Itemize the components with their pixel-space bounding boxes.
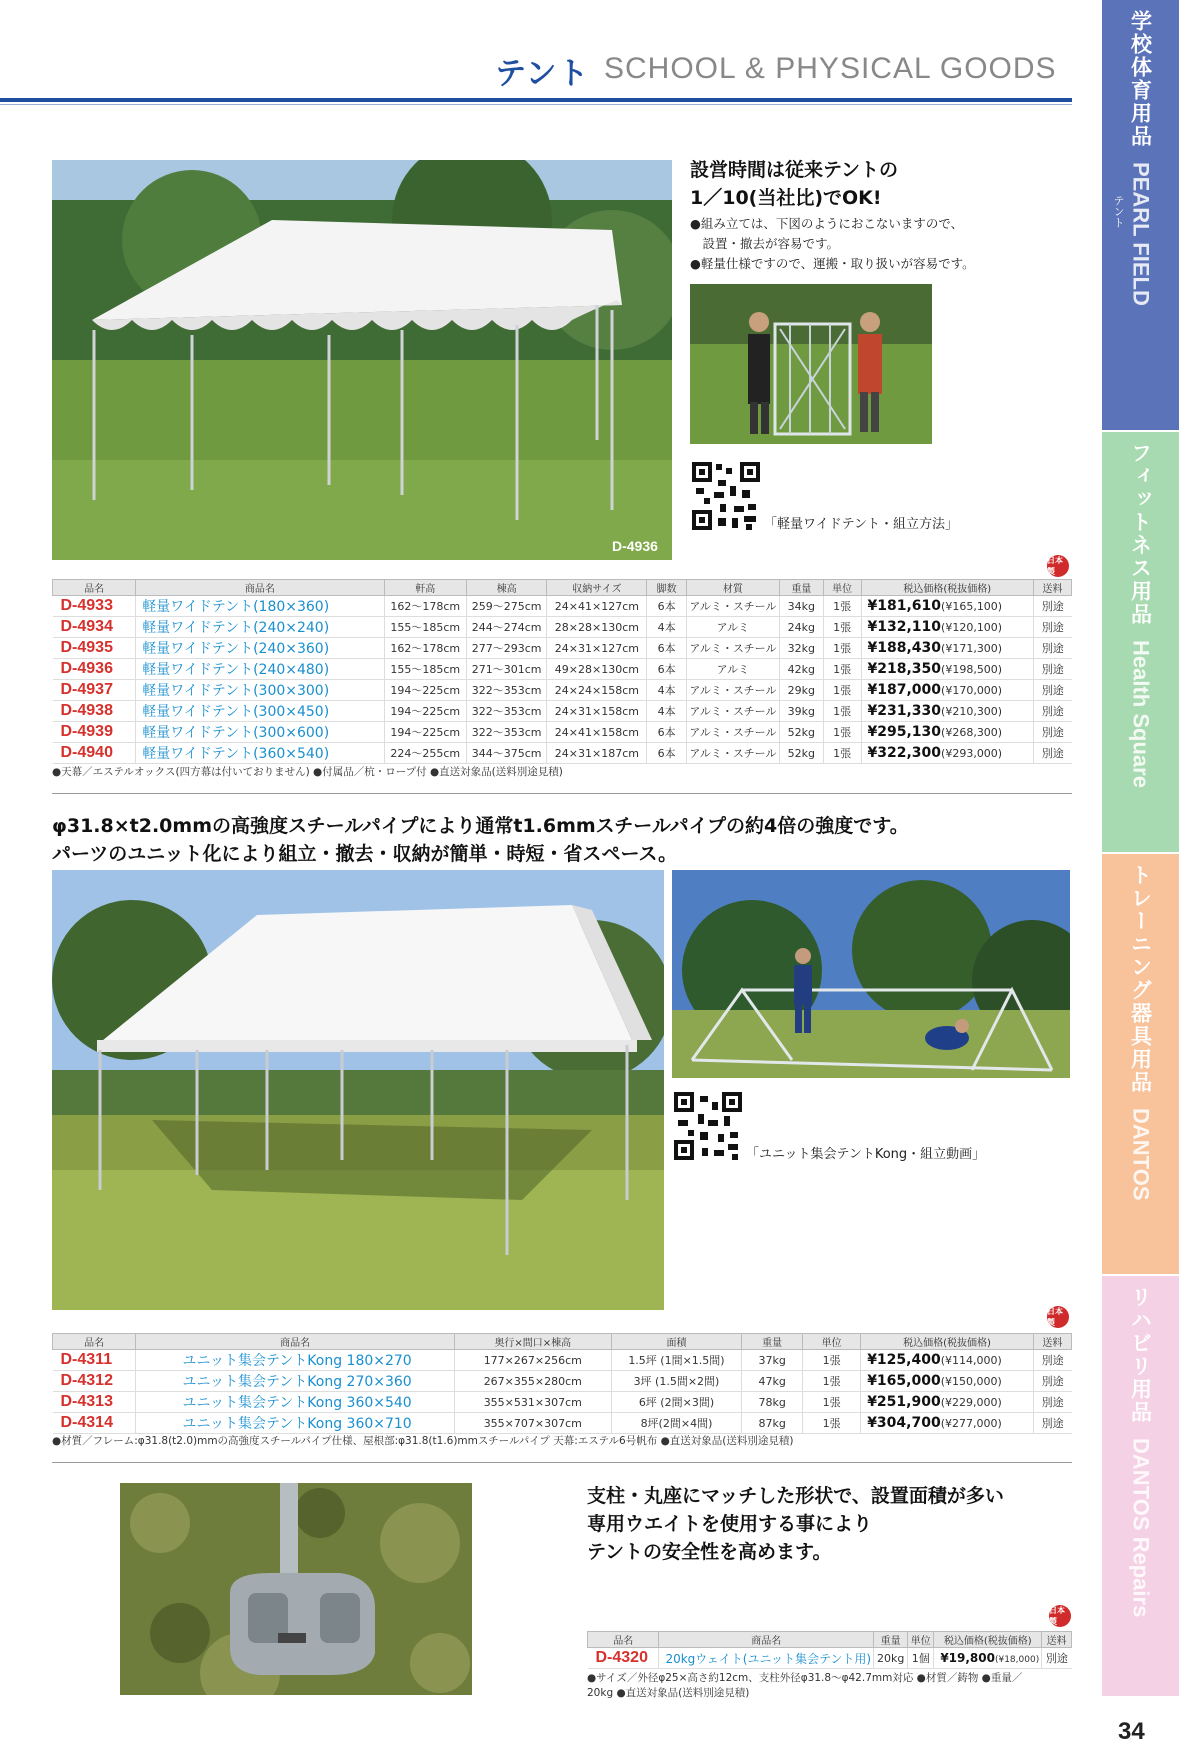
- unit: 1張: [823, 743, 861, 764]
- area: 3坪 (1.5間×2間): [611, 1371, 742, 1392]
- shipping: 別途: [1033, 659, 1071, 680]
- price-incl: ¥188,430: [867, 640, 942, 656]
- price: [861, 596, 1033, 617]
- shipping: 別途: [1033, 1392, 1071, 1413]
- note-line-2: 20kg ●直送対象品(送料別途見積): [587, 1687, 750, 1699]
- dimensions: 177×267×256cm: [454, 1350, 611, 1371]
- col-unit: 単位: [823, 580, 861, 596]
- shipping: 別途: [1033, 1413, 1071, 1434]
- product-name[interactable]: 軽量ワイドテント(300×300): [136, 680, 384, 701]
- col-code: 品名: [53, 1334, 136, 1350]
- unit: 1張: [823, 638, 861, 659]
- price: [861, 1413, 1034, 1434]
- spec-table-header: [53, 1334, 1072, 1350]
- product-code: D-4320: [588, 1648, 659, 1669]
- ridge-height: 259～275cm: [466, 596, 546, 617]
- col-price: 税込価格(税抜価格): [934, 1632, 1042, 1648]
- product-code: D-4940: [53, 743, 136, 764]
- ridge-height: 244～274cm: [466, 617, 546, 638]
- assembly-photo: [690, 284, 932, 444]
- storage-size: 49×28×130cm: [547, 659, 647, 680]
- tab-fitness[interactable]: [1102, 432, 1179, 852]
- price-excl: (¥229,000): [940, 1396, 1002, 1409]
- storage-size: 24×31×127cm: [547, 638, 647, 659]
- section3-catch: [587, 1482, 1004, 1566]
- price-excl: (¥120,100): [941, 621, 1003, 634]
- price-incl: ¥19,800: [940, 1651, 995, 1665]
- bullet-2: 設置・撤去が容易です。: [690, 236, 840, 251]
- product-code: D-4938: [53, 701, 136, 722]
- section2-headline: [52, 812, 909, 868]
- col-name: 商品名: [659, 1632, 874, 1648]
- made-in-japan-badge-1: 日本製: [1047, 555, 1069, 577]
- shipping: 別途: [1033, 1350, 1071, 1371]
- col-price: 税込価格(税抜価格): [861, 1334, 1034, 1350]
- col-price: 税込価格(税抜価格): [861, 580, 1033, 596]
- product-name[interactable]: 軽量ワイドテント(240×480): [136, 659, 384, 680]
- weight: 24kg: [779, 617, 823, 638]
- tent-photo-d4936: [52, 160, 672, 560]
- qr-caption-assembly[interactable]: 「軽量ワイドテント・組立方法」: [764, 517, 958, 532]
- ridge-height: 322～353cm: [466, 701, 546, 722]
- unit: 1張: [823, 722, 861, 743]
- dimensions: 355×707×307cm: [454, 1413, 611, 1434]
- tab-rehab-brand: DANTOS Repairs: [1128, 1438, 1154, 1618]
- table-row: [53, 617, 1072, 638]
- unit: 1張: [803, 1350, 861, 1371]
- tab-fitness-brand: Health Square: [1128, 640, 1154, 788]
- col-name: 商品名: [136, 580, 384, 596]
- price-excl: (¥198,500): [941, 663, 1003, 676]
- price-incl: ¥231,330: [867, 703, 942, 719]
- qr-code-kong[interactable]: [672, 1090, 744, 1162]
- area: 6坪 (2間×3間): [611, 1392, 742, 1413]
- price: [934, 1648, 1042, 1669]
- product-name[interactable]: 軽量ワイドテント(300×450): [136, 701, 384, 722]
- col-weight: 重量: [779, 580, 823, 596]
- price-excl: (¥293,000): [941, 747, 1003, 760]
- eave-height: 162～178cm: [384, 596, 466, 617]
- shipping: 別途: [1033, 722, 1071, 743]
- catch-line-2: 専用ウエイトを使用する事により: [587, 1513, 873, 1535]
- price-incl: ¥251,900: [867, 1394, 941, 1410]
- shipping: 別途: [1033, 701, 1071, 722]
- ridge-height: 344～375cm: [466, 743, 546, 764]
- col-area: 面積: [611, 1334, 742, 1350]
- weight: 42kg: [779, 659, 823, 680]
- price-excl: (¥165,100): [941, 600, 1003, 613]
- col-code: 品名: [53, 580, 136, 596]
- unit: 1張: [823, 596, 861, 617]
- catch-line-1: 支柱・丸座にマッチした形状で、設置面積が多い: [587, 1485, 1004, 1507]
- price: [861, 701, 1033, 722]
- product-code: D-4313: [53, 1392, 136, 1413]
- header-rule-thin: [0, 104, 1072, 105]
- table-row: [53, 638, 1072, 659]
- eave-height: 162～178cm: [384, 638, 466, 659]
- eave-height: 155～185cm: [384, 617, 466, 638]
- price-excl: (¥171,300): [941, 642, 1003, 655]
- price: [861, 617, 1033, 638]
- product-code: D-4934: [53, 617, 136, 638]
- eave-height: 224～255cm: [384, 743, 466, 764]
- tab-fitness-label: フィットネス用品: [1128, 442, 1153, 626]
- price: [861, 722, 1033, 743]
- page-title-jp: テント: [495, 56, 590, 92]
- table-row: [53, 680, 1072, 701]
- spec-table-wide-tent: [52, 579, 1072, 764]
- price: [861, 638, 1033, 659]
- material: アルミ: [686, 617, 779, 638]
- section1-note: ●天幕／エステルオックス(四方幕は付いておりません) ●付属品／杭・ロープ付 ●直送対象品(送料別途見積): [52, 766, 563, 778]
- col-name: 商品名: [136, 1334, 455, 1350]
- leg-count: 6本: [647, 659, 687, 680]
- storage-size: 24×24×158cm: [547, 680, 647, 701]
- col-legs: 脚数: [647, 580, 687, 596]
- price-incl: ¥295,130: [867, 724, 942, 740]
- unit: 1張: [823, 617, 861, 638]
- spec-table-weight: [587, 1631, 1072, 1669]
- storage-size: 24×31×158cm: [547, 701, 647, 722]
- price-incl: ¥132,110: [867, 619, 942, 635]
- made-in-japan-badge-3: 日本製: [1049, 1605, 1071, 1627]
- product-name[interactable]: ユニット集会テントKong 270×360: [136, 1371, 455, 1392]
- shipping: 別途: [1033, 638, 1071, 659]
- tab-school[interactable]: [1102, 0, 1179, 430]
- price: [861, 1392, 1034, 1413]
- product-code: D-4935: [53, 638, 136, 659]
- leg-count: 6本: [647, 743, 687, 764]
- storage-size: 28×28×130cm: [547, 617, 647, 638]
- col-storage: 収納サイズ: [547, 580, 647, 596]
- col-material: 材質: [686, 580, 779, 596]
- price-excl: (¥210,300): [941, 705, 1003, 718]
- weight: 87kg: [742, 1413, 803, 1434]
- unit: 1張: [803, 1371, 861, 1392]
- unit: 1張: [823, 680, 861, 701]
- section3-note: [587, 1671, 1022, 1701]
- weight: 20kg: [874, 1648, 908, 1669]
- eave-height: 194～225cm: [384, 680, 466, 701]
- unit: 1張: [823, 701, 861, 722]
- tab-rehab-label: リハビリ用品: [1128, 1286, 1153, 1424]
- col-shipping: 送料: [1033, 1334, 1071, 1350]
- shipping: 別途: [1033, 743, 1071, 764]
- ridge-height: 322～353cm: [466, 680, 546, 701]
- col-ridge: 棟高: [466, 580, 546, 596]
- tab-school-sub: テント: [1112, 195, 1125, 228]
- leg-count: 4本: [647, 701, 687, 722]
- table-row: [53, 743, 1072, 764]
- shipping: 別途: [1033, 596, 1071, 617]
- price-excl: (¥277,000): [940, 1417, 1002, 1430]
- tab-school-label: 学校体育用品: [1128, 10, 1153, 148]
- unit: 1張: [803, 1413, 861, 1434]
- section-divider-1: [52, 793, 1072, 794]
- leg-count: 6本: [647, 638, 687, 659]
- col-code: 品名: [588, 1632, 659, 1648]
- product-name[interactable]: ユニット集会テントKong 360×710: [136, 1413, 455, 1434]
- tab-training-brand: DANTOS: [1128, 1108, 1154, 1201]
- leg-count: 6本: [647, 596, 687, 617]
- col-dimensions: 奥行×間口×棟高: [454, 1334, 611, 1350]
- col-unit: 単位: [803, 1334, 861, 1350]
- price-excl: (¥150,000): [940, 1375, 1002, 1388]
- header-rule: [0, 98, 1072, 102]
- product-name[interactable]: ユニット集会テントKong 360×540: [136, 1392, 455, 1413]
- product-code: D-4312: [53, 1371, 136, 1392]
- headline-line-2: パーツのユニット化により組立・撤去・収納が簡単・時短・省スペース。: [52, 843, 678, 865]
- price: [861, 680, 1033, 701]
- storage-size: 24×41×127cm: [547, 596, 647, 617]
- material: アルミ・スチール: [686, 722, 779, 743]
- table-row: [53, 659, 1072, 680]
- product-code: D-4314: [53, 1413, 136, 1434]
- page-title-en: SCHOOL & PHYSICAL GOODS: [604, 52, 1057, 85]
- shipping: 別途: [1033, 617, 1071, 638]
- weight: 37kg: [742, 1350, 803, 1371]
- weight: 78kg: [742, 1392, 803, 1413]
- qr-code-assembly[interactable]: [690, 460, 762, 532]
- eave-height: 194～225cm: [384, 701, 466, 722]
- spec-table-header: [588, 1632, 1072, 1648]
- price-excl: (¥268,300): [941, 726, 1003, 739]
- storage-size: 24×41×158cm: [547, 722, 647, 743]
- storage-size: 24×31×187cm: [547, 743, 647, 764]
- shipping: 別途: [1042, 1648, 1072, 1669]
- unit: 1張: [803, 1392, 861, 1413]
- material: アルミ・スチール: [686, 701, 779, 722]
- ridge-height: 277～293cm: [466, 638, 546, 659]
- product-code: D-4939: [53, 722, 136, 743]
- kong-tent-photo: [52, 870, 664, 1310]
- bullet-3: ●軽量仕様ですので、運搬・取り扱いが容易です。: [690, 256, 975, 271]
- catch-line-3: テントの安全性を高めます。: [587, 1541, 832, 1563]
- kong-assembly-photo: [672, 870, 1070, 1078]
- product-code: D-4937: [53, 680, 136, 701]
- photo-label: D-4936: [612, 538, 658, 554]
- weight: 47kg: [742, 1371, 803, 1392]
- product-code: D-4933: [53, 596, 136, 617]
- material: アルミ・スチール: [686, 743, 779, 764]
- table-row: [588, 1648, 1072, 1669]
- leg-count: 4本: [647, 680, 687, 701]
- weight: 29kg: [779, 680, 823, 701]
- dimensions: 267×355×280cm: [454, 1371, 611, 1392]
- catch-line-1: 設営時間は従来テントの: [690, 159, 899, 181]
- price: [861, 743, 1033, 764]
- price-incl: ¥125,400: [867, 1352, 941, 1368]
- tab-training[interactable]: [1102, 854, 1179, 1274]
- product-name[interactable]: 軽量ワイドテント(240×360): [136, 638, 384, 659]
- table-row: [53, 1350, 1072, 1371]
- weight-photo: [120, 1483, 472, 1695]
- price-incl: ¥187,000: [867, 682, 942, 698]
- ridge-height: 322～353cm: [466, 722, 546, 743]
- spec-table-header: [53, 580, 1072, 596]
- weight: 34kg: [779, 596, 823, 617]
- price-incl: ¥181,610: [867, 598, 942, 614]
- weight: 52kg: [779, 743, 823, 764]
- col-weight: 重量: [742, 1334, 803, 1350]
- tab-rehab[interactable]: [1102, 1276, 1179, 1696]
- qr-caption-kong[interactable]: 「ユニット集会テントKong・組立動画」: [746, 1147, 986, 1162]
- price-excl: (¥114,000): [940, 1354, 1002, 1367]
- dimensions: 355×531×307cm: [454, 1392, 611, 1413]
- table-row: [53, 722, 1072, 743]
- area: 1.5坪 (1間×1.5間): [611, 1350, 742, 1371]
- product-code: D-4936: [53, 659, 136, 680]
- made-in-japan-badge-2: 日本製: [1047, 1306, 1069, 1328]
- material: アルミ: [686, 659, 779, 680]
- eave-height: 155～185cm: [384, 659, 466, 680]
- price-incl: ¥218,350: [867, 661, 942, 677]
- col-shipping: 送料: [1042, 1632, 1072, 1648]
- area: 8坪(2間×4間): [611, 1413, 742, 1434]
- page-number: 34: [1118, 1718, 1145, 1745]
- note-line-1: ●サイズ／外径φ25×高さ約12cm、支柱外径φ31.8～φ42.7mm対応 ●材質／鋳物 ●重量／: [587, 1672, 1023, 1684]
- material: アルミ・スチール: [686, 596, 779, 617]
- tab-training-label: トレーニング器具用品: [1128, 864, 1153, 1094]
- table-row: [53, 1392, 1072, 1413]
- section1-bullets: [690, 214, 975, 274]
- unit: 1個: [908, 1648, 934, 1669]
- price: [861, 1371, 1034, 1392]
- catch-line-2: 1／10(当社比)でOK!: [690, 187, 882, 209]
- section-divider-2: [52, 1462, 1072, 1463]
- price-excl: (¥170,000): [941, 684, 1003, 697]
- col-shipping: 送料: [1033, 580, 1071, 596]
- table-row: [53, 1371, 1072, 1392]
- product-name[interactable]: 軽量ワイドテント(300×600): [136, 722, 384, 743]
- col-eave: 軒高: [384, 580, 466, 596]
- eave-height: 194～225cm: [384, 722, 466, 743]
- weight: 32kg: [779, 638, 823, 659]
- leg-count: 6本: [647, 722, 687, 743]
- col-weight: 重量: [874, 1632, 908, 1648]
- unit: 1張: [823, 659, 861, 680]
- product-name[interactable]: 軽量ワイドテント(240×240): [136, 617, 384, 638]
- leg-count: 4本: [647, 617, 687, 638]
- headline-line-1: φ31.8×t2.0mmの高強度スチールパイプにより通常t1.6mmスチールパイプの約4倍の強度です。: [52, 815, 909, 837]
- material: アルミ・スチール: [686, 680, 779, 701]
- product-name[interactable]: 軽量ワイドテント(180×360): [136, 596, 384, 617]
- shipping: 別途: [1033, 680, 1071, 701]
- material: アルミ・スチール: [686, 638, 779, 659]
- section2-note: ●材質／フレーム:φ31.8(t2.0)mmの高強度スチールパイプ仕様、屋根部:φ31.8(t1.6)mmスチールパイプ 天幕:エステル6号帆布 ●直送対象品(送料別途見積): [52, 1435, 794, 1447]
- product-code: D-4311: [53, 1350, 136, 1371]
- table-row: [53, 596, 1072, 617]
- price-incl: ¥165,000: [867, 1373, 941, 1389]
- product-name[interactable]: 軽量ワイドテント(360×540): [136, 743, 384, 764]
- spec-table-kong: [52, 1333, 1072, 1434]
- price: [861, 659, 1033, 680]
- col-unit: 単位: [908, 1632, 934, 1648]
- price-incl: ¥304,700: [867, 1415, 941, 1431]
- product-name[interactable]: ユニット集会テントKong 180×270: [136, 1350, 455, 1371]
- ridge-height: 271～301cm: [466, 659, 546, 680]
- section1-catch: [690, 156, 898, 212]
- weight: 52kg: [779, 722, 823, 743]
- price-incl: ¥322,300: [867, 745, 942, 761]
- price-excl: (¥18,000): [994, 1655, 1040, 1665]
- table-row: [53, 1413, 1072, 1434]
- product-name[interactable]: 20kgウェイト(ユニット集会テント用): [659, 1648, 874, 1669]
- weight: 39kg: [779, 701, 823, 722]
- shipping: 別途: [1033, 1371, 1071, 1392]
- price: [861, 1350, 1034, 1371]
- table-row: [53, 701, 1072, 722]
- bullet-1: ●組み立ては、下図のようにおこないますので、: [690, 216, 964, 231]
- tab-school-brand: PEARL FIELD: [1128, 162, 1154, 306]
